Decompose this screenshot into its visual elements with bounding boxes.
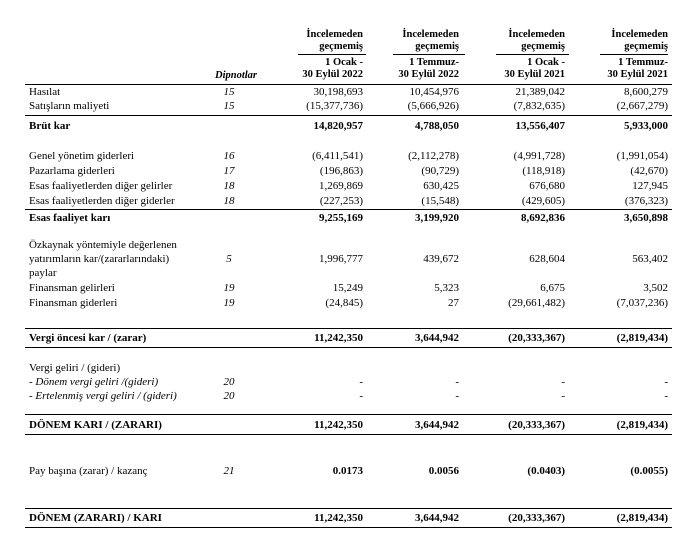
cell-col4: (376,323): [624, 195, 668, 207]
header-underline-3: [496, 54, 569, 55]
header-underline-4: [600, 54, 668, 55]
col4-line2: geçmemiş: [624, 41, 668, 52]
cell-col3: 6,675: [540, 282, 565, 294]
row-note: 5: [226, 253, 232, 265]
row-note: 16: [223, 150, 235, 162]
cell-col3: 13,556,407: [515, 120, 565, 132]
cell-col3: (4,991,728): [513, 150, 565, 162]
row-donem-vergi: [0, 376, 685, 389]
col3-line4: 30 Eylül 2021: [504, 69, 565, 80]
col-header-1: [306, 29, 363, 53]
row-note: 21: [223, 465, 235, 477]
col3-line1: İncelemeden: [508, 29, 565, 40]
cell-col2: 5,323: [434, 282, 459, 294]
col4-line4: 30 Eylül 2021: [607, 69, 668, 80]
row-label: Pay başına (zarar) / kazanç: [29, 465, 148, 477]
col-header-2: [402, 29, 459, 53]
col4-line3: 1 Temmuz-: [618, 57, 668, 68]
row-label: Finansman giderleri: [29, 297, 118, 309]
cell-col3: 21,389,042: [515, 86, 565, 98]
col2-line4: 30 Eylül 2022: [398, 69, 459, 80]
row-label: Esas faaliyet karı: [29, 212, 111, 224]
cell-col3: (0.0403): [527, 465, 565, 477]
cell-col4: (2,819,434): [616, 512, 668, 524]
cell-col4: (0.0055): [630, 465, 668, 477]
cell-col2: -: [455, 376, 459, 388]
row-label-line3: paylar: [29, 267, 57, 279]
cell-col1: 15,249: [332, 282, 363, 294]
cell-col4: (2,667,279): [616, 100, 668, 112]
subtotal-rule-1: [25, 115, 672, 116]
cell-col2: (15,548): [421, 195, 459, 207]
col3-line3: 1 Ocak -: [527, 57, 565, 68]
row-brut-kar: [0, 120, 685, 133]
col1-line4: 30 Eylül 2022: [302, 69, 363, 80]
subtotal-rule-3: [25, 328, 672, 329]
cell-col1: 1,996,777: [319, 253, 363, 265]
row-vergi-geliri: [0, 362, 685, 375]
row-hasilat: [0, 86, 685, 99]
cell-col1: 0.0173: [332, 465, 363, 477]
cell-col3: (7,832,635): [513, 100, 565, 112]
period-header-4: [607, 57, 668, 81]
row-pay-basina: [0, 465, 685, 478]
cell-col2: (5,666,926): [407, 100, 459, 112]
cell-col3: -: [561, 376, 565, 388]
row-note: 15: [223, 86, 235, 98]
cell-col2: 3,644,942: [415, 512, 459, 524]
row-note: 20: [223, 390, 235, 402]
cell-col3: 628,604: [529, 253, 565, 265]
cell-col1: -: [359, 376, 363, 388]
cell-col4: (7,037,236): [616, 297, 668, 309]
row-label: Brüt kar: [29, 120, 71, 132]
row-label: Pazarlama giderleri: [29, 165, 115, 177]
row-label: Genel yönetim giderleri: [29, 150, 135, 162]
rule-under-pretax: [25, 347, 672, 348]
cell-col2: 0.0056: [428, 465, 459, 477]
cell-col4: (2,819,434): [616, 332, 668, 344]
row-label: DÖNEM KARI / (ZARARI): [29, 419, 162, 431]
cell-col4: (1,991,054): [616, 150, 668, 162]
cell-col1: 11,242,350: [314, 419, 363, 431]
col2-line1: İncelemeden: [402, 29, 459, 40]
period-header-3: [504, 57, 565, 81]
cell-col1: (15,377,736): [306, 100, 363, 112]
row-ozkaynak-yontemi: [0, 239, 685, 279]
cell-col2: 27: [448, 297, 459, 309]
row-genel-yonetim: [0, 150, 685, 163]
cell-col4: 8,600,279: [624, 86, 668, 98]
cell-col2: (2,112,278): [408, 150, 459, 162]
col3-line2: geçmemiş: [521, 41, 565, 52]
col1-line3: 1 Ocak -: [325, 57, 363, 68]
col1-line1: İncelemeden: [306, 29, 363, 40]
cell-col3: 8,692,836: [521, 212, 565, 224]
row-note: 19: [223, 282, 235, 294]
row-pazarlama: [0, 165, 685, 178]
cell-col1: 1,269,869: [319, 180, 363, 192]
row-satislarin-maliyeti: [0, 100, 685, 113]
cell-col2: 4,788,050: [415, 120, 459, 132]
cell-col2: 3,199,920: [415, 212, 459, 224]
col4-line1: İncelemeden: [611, 29, 668, 40]
cell-col1: (24,845): [325, 297, 363, 309]
cell-col2: (90,729): [421, 165, 459, 177]
row-label: Satışların maliyeti: [29, 100, 110, 112]
col2-line2: geçmemiş: [415, 41, 459, 52]
cell-col3: 676,680: [529, 180, 565, 192]
cell-col1: -: [359, 390, 363, 402]
row-label: Esas faaliyetlerden diğer gelirler: [29, 180, 173, 192]
row-label-line2: yatırımların kar/(zararlarındaki): [29, 253, 170, 265]
subtotal-rule-4: [25, 414, 672, 415]
row-finansman-gelirleri: [0, 282, 685, 295]
cell-col1: (6,411,541): [312, 150, 363, 162]
row-label: Hasılat: [29, 86, 61, 98]
row-label: DÖNEM (ZARARI) / KARI: [29, 512, 162, 524]
row-note: 19: [223, 297, 235, 309]
col1-line2: geçmemiş: [319, 41, 363, 52]
cell-col1: 14,820,957: [313, 120, 363, 132]
cell-col2: 439,672: [423, 253, 459, 265]
row-esas-faaliyet-kari: [0, 212, 685, 225]
header-underline-1: [298, 54, 366, 55]
row-note: 17: [223, 165, 235, 177]
cell-col1: 30,198,693: [313, 86, 363, 98]
row-diger-giderler: [0, 195, 685, 208]
row-note: 20: [223, 376, 235, 388]
cell-col4: 3,650,898: [624, 212, 668, 224]
rule-final: [25, 527, 672, 528]
header-rule: [25, 84, 672, 85]
row-note: 18: [223, 195, 235, 207]
row-label: Finansman gelirleri: [29, 282, 115, 294]
row-note: 15: [223, 100, 235, 112]
cell-col4: -: [664, 376, 668, 388]
row-finansman-giderleri: [0, 297, 685, 310]
cell-col3: (429,605): [521, 195, 565, 207]
subtotal-rule-2: [25, 209, 672, 210]
cell-col4: (42,670): [630, 165, 668, 177]
cell-col1: (196,863): [319, 165, 363, 177]
cell-col2: 630,425: [423, 180, 459, 192]
cell-col3: (20,333,367): [508, 419, 565, 431]
row-diger-gelirler: [0, 180, 685, 193]
row-label: - Ertelenmiş vergi geliri / (gideri): [29, 390, 177, 402]
row-ertelenmis-vergi: [0, 390, 685, 403]
cell-col3: (29,661,482): [508, 297, 565, 309]
row-note: 18: [223, 180, 235, 192]
cell-col1: 9,255,169: [319, 212, 363, 224]
cell-col2: 3,644,942: [415, 419, 459, 431]
row-donem-kari: [0, 419, 685, 432]
col-header-4: [611, 29, 668, 53]
cell-col4: 563,402: [632, 253, 668, 265]
header-underline-2: [393, 54, 465, 55]
cell-col2: 3,644,942: [415, 332, 459, 344]
cell-col2: -: [455, 390, 459, 402]
col-header-3: [508, 29, 565, 53]
cell-col1: 11,242,350: [314, 332, 363, 344]
cell-col1: (227,253): [319, 195, 363, 207]
row-donem-zarari-kari: [0, 512, 685, 525]
cell-col3: (118,918): [522, 165, 565, 177]
notes-column-header: Dipnotlar: [215, 70, 258, 81]
cell-col3: (20,333,367): [508, 512, 565, 524]
rule-under-period-profit: [25, 434, 672, 435]
row-label: Esas faaliyetlerden diğer giderler: [29, 195, 175, 207]
cell-col3: (20,333,367): [508, 332, 565, 344]
period-header-1: [302, 57, 363, 81]
cell-col4: 5,933,000: [624, 120, 668, 132]
period-header-2: [398, 57, 459, 81]
row-vergi-oncesi-kar: [0, 332, 685, 345]
subtotal-rule-5: [25, 508, 672, 509]
row-label: Vergi geliri / (gideri): [29, 362, 121, 374]
col2-line3: 1 Temmuz-: [409, 57, 459, 68]
cell-col4: 127,945: [632, 180, 668, 192]
row-label-line1: Özkaynak yöntemiyle değerlenen: [29, 239, 177, 251]
cell-col3: -: [561, 390, 565, 402]
cell-col1: 11,242,350: [314, 512, 363, 524]
cell-col4: 3,502: [643, 282, 668, 294]
row-label: Vergi öncesi kar / (zarar): [29, 332, 147, 344]
cell-col2: 10,454,976: [409, 86, 459, 98]
row-label: - Dönem vergi geliri /(gideri): [29, 376, 159, 388]
cell-col4: -: [664, 390, 668, 402]
cell-col4: (2,819,434): [616, 419, 668, 431]
